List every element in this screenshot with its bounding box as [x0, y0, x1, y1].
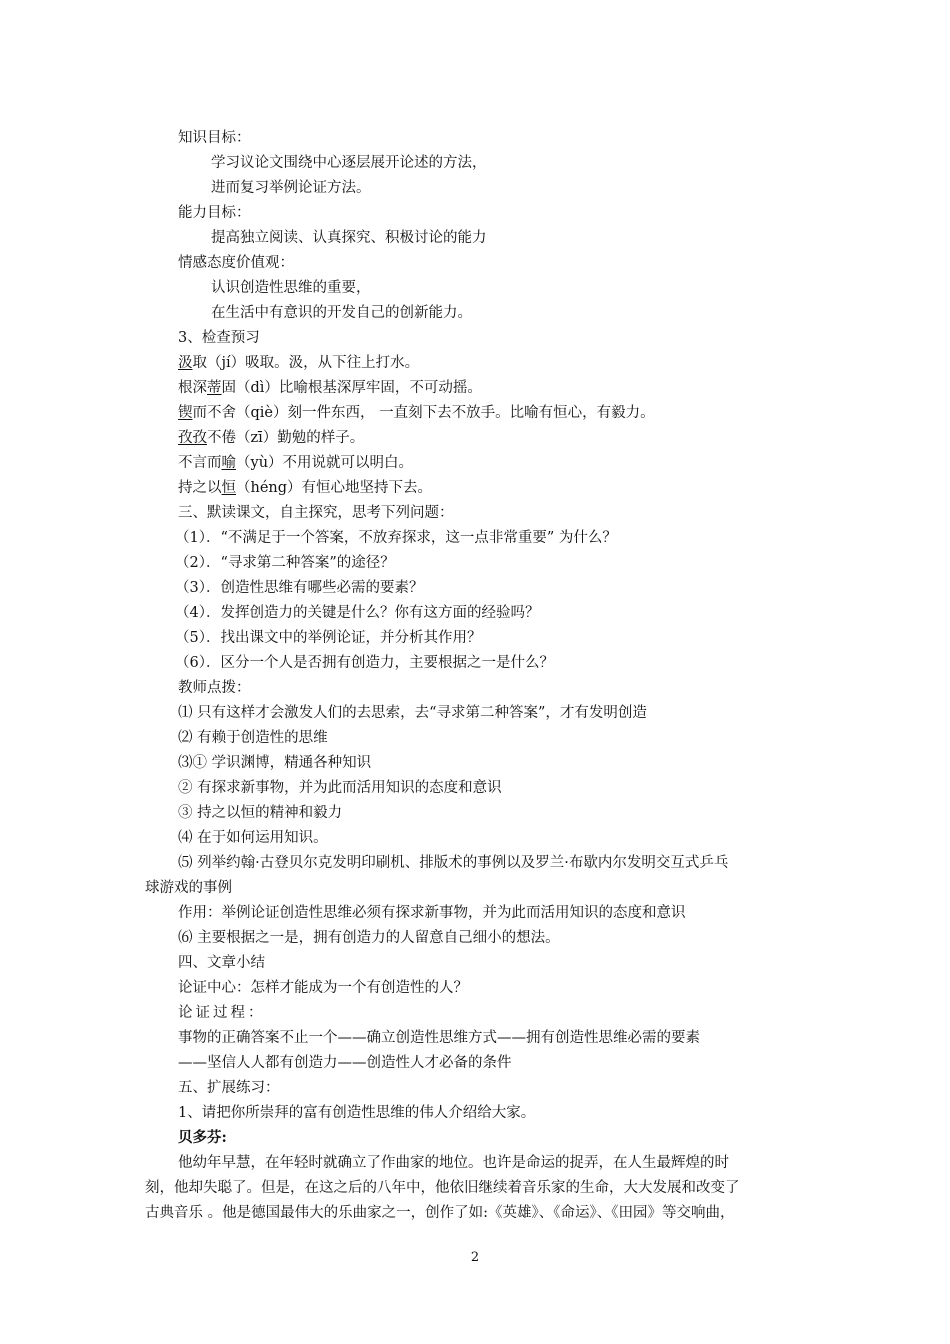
answer-5-line-1: ⑸ 列举约翰·古登贝尔克发明印刷机、排版术的事例以及罗兰·布歇内尔发明交互式乒乓: [178, 855, 729, 871]
answer-3b: ② 有探求新事物，并为此而活用知识的态度和意识: [178, 780, 502, 796]
vocab-underlined: 喻: [221, 455, 236, 471]
answer-3: ⑶① 学识渊博，精通各种知识: [178, 755, 372, 771]
reading-heading: 三、默读课文，自主探究，思考下列问题：: [178, 505, 454, 521]
page-number: 2: [470, 1250, 480, 1265]
question-2: （2）．“寻求第二种答案”的途径？: [175, 555, 395, 571]
answer-4: ⑷ 在于如何运用知识。: [178, 830, 328, 846]
vocab-line-4: [178, 428, 364, 448]
summary-process-1: 事物的正确答案不止一个——确立创造性思维方式——拥有创造性思维必需的要素: [178, 1030, 700, 1046]
emotion-item-1: 认识创造性思维的重要，: [211, 280, 371, 296]
summary-process-label: 论证过程：: [178, 1005, 266, 1021]
knowledge-item-1: 学习议论文围绕中心逐层展开论述的方法，: [211, 155, 487, 171]
vocab-text: 不言而: [178, 455, 222, 471]
vocab-line-2: [178, 378, 482, 398]
vocab-text: （héng）有恒心地坚持下去。: [236, 480, 433, 496]
vocab-underlined: 恒: [221, 480, 236, 496]
answer-3c: ③ 持之以恒的精神和毅力: [178, 805, 343, 821]
vocab-line-1: [178, 353, 419, 373]
summary-heading: 四、文章小结: [178, 955, 265, 971]
question-4: （4）．发挥创造力的关键是什么？你有这方面的经验吗？: [175, 605, 540, 621]
answer-6: ⑹ 主要根据之一是，拥有创造力的人留意自己细小的想法。: [178, 930, 560, 946]
preview-heading: 3、检查预习: [178, 330, 260, 346]
emotion-item-2: 在生活中有意识的开发自己的创新能力。: [211, 305, 472, 321]
vocab-text: 持之以: [178, 480, 222, 496]
vocab-text: 而不舍（qiè）刻一件东西， 一直刻下去不放手。比喻有恒心，有毅力。: [192, 405, 655, 421]
person-name: 贝多芬:: [178, 1129, 227, 1146]
question-3: （3）．创造性思维有哪些必需的要素？: [175, 580, 424, 596]
question-5: （5）．找出课文中的举例论证，并分析其作用？: [175, 630, 482, 646]
vocab-text: 不倦（zī）勤勉的样子。: [207, 430, 365, 446]
vocab-text: 根深: [178, 380, 207, 396]
answer-2: ⑵ 有赖于创造性的思维: [178, 730, 328, 746]
vocab-text: 取（jí）吸取。汲，从下往上打水。: [192, 355, 420, 371]
teacher-heading: 教师点拨：: [178, 680, 251, 696]
paragraph-line-2: 刻，他却失聪了。但是，在这之后的八年中，他依旧继续着音乐家的生命，大大发展和改变了: [145, 1180, 740, 1196]
vocab-line-3: [178, 403, 655, 423]
extension-task-1: 1、请把你所崇拜的富有创造性思维的伟人介绍给大家。: [178, 1105, 536, 1121]
knowledge-item-2: 进而复习举例论证方法。: [211, 180, 371, 196]
vocab-line-6: [178, 478, 432, 498]
paragraph-line-3: 古典音乐 。他是德国最伟大的乐曲家之一，创作了如:《英雄》、《命运》、《田园》等交响曲，: [145, 1205, 735, 1221]
vocab-underlined: 锲: [178, 405, 193, 421]
summary-process-2: ——坚信人人都有创造力——创造性人才必备的条件: [178, 1055, 512, 1071]
answer-5-effect: 作用：举例论证创造性思维必须有探求新事物，并为此而活用知识的态度和意识: [178, 905, 686, 921]
vocab-line-5: [178, 453, 413, 473]
vocab-underlined: 孜孜: [178, 430, 207, 446]
answer-1: ⑴ 只有这样才会激发人们的去思索，去“寻求第二种答案”，才有发明创造: [178, 705, 647, 721]
vocab-text: 固（dì）比喻根基深厚牢固，不可动摇。: [221, 380, 482, 396]
ability-item-1: 提高独立阅读、认真探究、积极讨论的能力: [211, 230, 487, 246]
paragraph-line-1: 他幼年早慧，在年轻时就确立了作曲家的地位。也许是命运的捉弄，在人生最辉煌的时: [178, 1155, 729, 1171]
vocab-text: （yù）不用说就可以明白。: [236, 455, 414, 471]
extension-heading: 五、扩展练习：: [178, 1080, 280, 1096]
vocab-underlined: 汲: [178, 355, 193, 371]
summary-center: 论证中心：怎样才能成为一个有创造性的人？: [178, 980, 468, 996]
vocab-underlined: 蒂: [207, 380, 222, 396]
ability-label: 能力目标：: [178, 205, 251, 221]
question-6: （6）．区分一个人是否拥有创造力，主要根据之一是什么？: [175, 655, 554, 671]
knowledge-label: 知识目标：: [178, 130, 251, 146]
question-1: （1）．“不满足于一个答案，不放弃探求，这一点非常重要” 为什么？: [175, 530, 617, 546]
emotion-label: 情感态度价值观：: [178, 255, 294, 271]
answer-5-line-2: 球游戏的事例: [145, 880, 232, 896]
